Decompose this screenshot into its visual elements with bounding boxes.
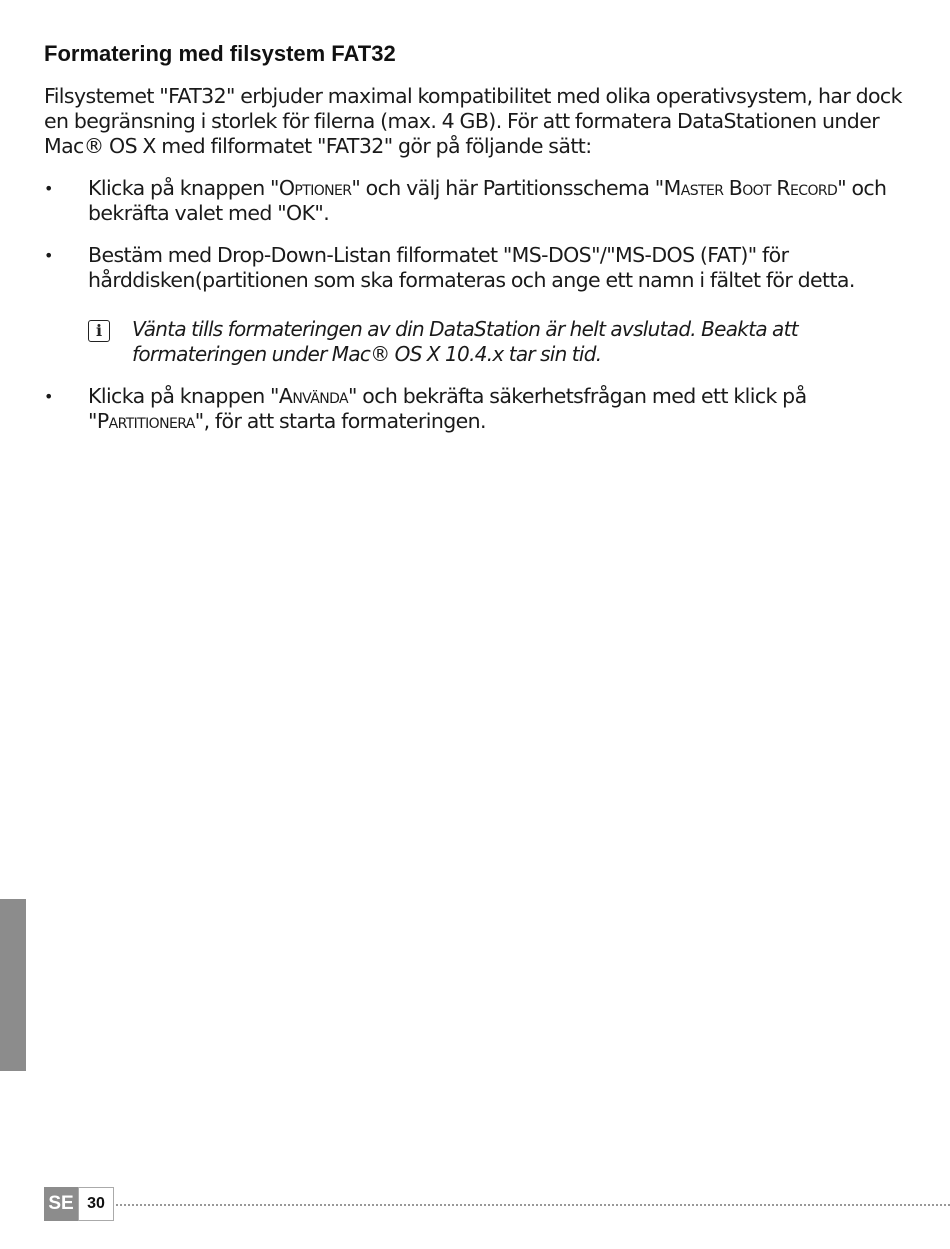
intro-paragraph: Filsystemet "FAT32" erbjuder maximal kompatibilitet med olika operativsystem, har dock en begränsning i storlek för filerna (max. 4 GB). För att formatera DataStationen under Mac® OS X med filformatet "FAT32" gör på följande sätt:	[44, 84, 902, 158]
side-language-tab	[0, 899, 26, 1071]
partitionera-label: Partitionera	[96, 409, 195, 433]
bullet-marker: •	[44, 246, 53, 265]
info-icon: i	[88, 320, 110, 342]
page-heading: Formatering med filsystem FAT32	[44, 41, 396, 66]
bullet-text: Klicka på knappen "Optioner" och välj här Partitionsschema "Master Boot Record" och bekräfta valet med "OK".	[88, 176, 887, 225]
anvanda-label: Använda	[278, 384, 349, 408]
master-boot-record-label: Master Boot Record	[663, 176, 838, 200]
footer-dotted-rule	[116, 1204, 950, 1206]
bullet-marker: •	[44, 179, 53, 198]
info-note-text: Vänta tills formateringen av din DataStation är helt avslutad. Beakta att formateringen under Mac® OS X 10.4.x tar sin tid.	[132, 317, 798, 366]
bullet-text: Klicka på knappen "Använda" och bekräfta säkerhetsfrågan med ett klick på "Partitionera", för att starta formateringen.	[88, 384, 807, 433]
optioner-label: Optioner	[278, 176, 352, 200]
bullet-marker: •	[44, 387, 53, 406]
footer-page-number: 30	[78, 1187, 114, 1221]
bullet-text: Bestäm med Drop-Down-Listan filformatet "MS-DOS"/"MS-DOS (FAT)" för hårddisken(partitionen som ska formateras och ange ett namn i fältet för detta.	[88, 243, 855, 292]
footer-language-badge: SE	[44, 1187, 78, 1221]
